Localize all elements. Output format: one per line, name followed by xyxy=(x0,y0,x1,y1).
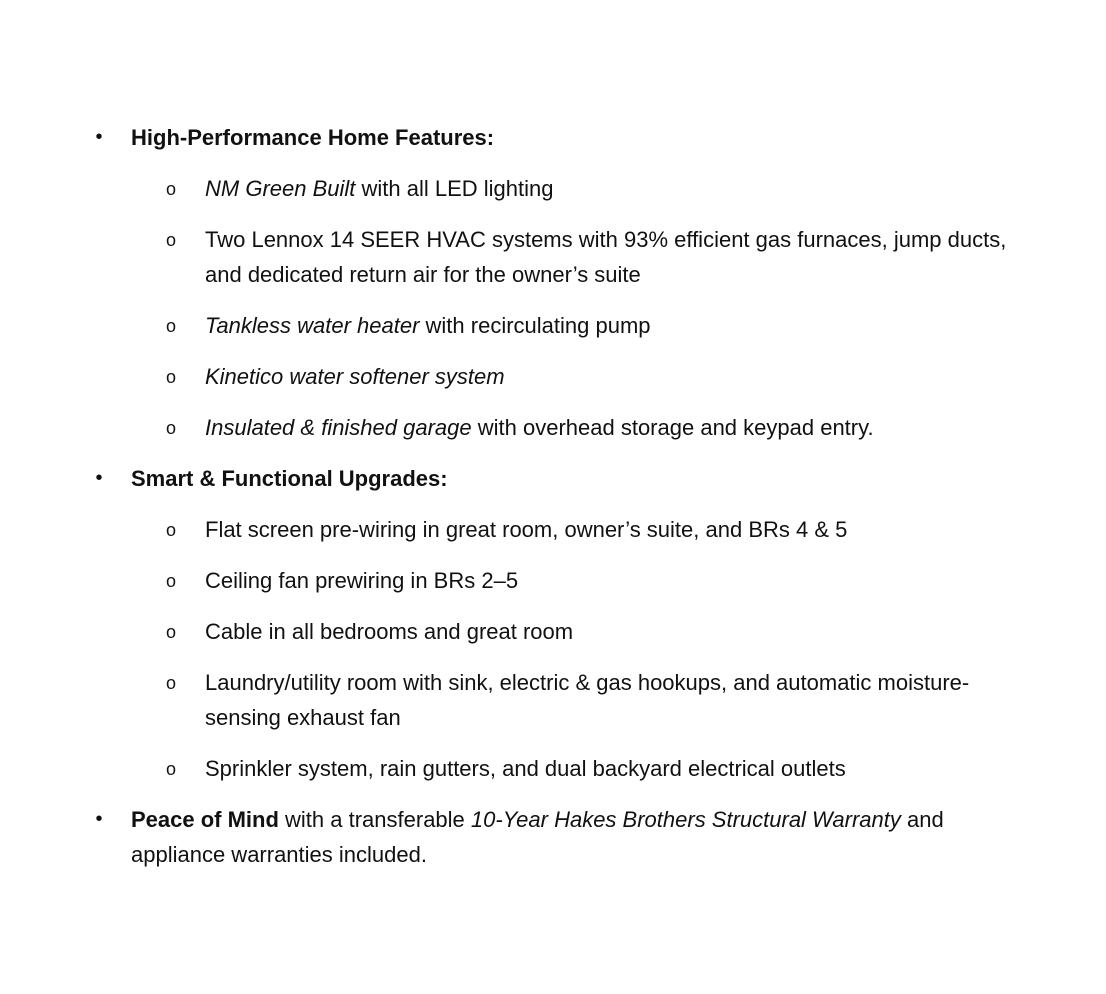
sub-bullet-icon: o xyxy=(166,759,177,779)
list-item-peace-of-mind xyxy=(0,802,1106,872)
sub-bullet-icon: o xyxy=(166,418,177,438)
sub-bullet-icon: o xyxy=(166,230,177,250)
list-item xyxy=(131,410,1016,445)
list-item xyxy=(131,563,1016,598)
list-item xyxy=(131,308,1016,343)
sub-bullet-icon: o xyxy=(166,520,177,540)
feature-list xyxy=(0,120,1106,888)
sub-list xyxy=(131,512,1016,786)
italic-text: NM Green Built xyxy=(205,176,356,201)
item-text: Flat screen pre-wiring in great room, owner’s suite, and BRs 4 & 5 xyxy=(205,517,848,542)
list-item-smart-functional xyxy=(0,461,1106,786)
item-text: with a transferable xyxy=(278,807,471,832)
sub-list xyxy=(131,171,1016,445)
bullet-icon: • xyxy=(95,126,103,148)
sub-bullet-icon: o xyxy=(166,622,177,642)
section-heading: High-Performance Home Features: xyxy=(131,125,495,150)
bold-lead-text: Peace of Mind xyxy=(131,807,279,832)
list-item xyxy=(131,359,1016,394)
item-text: and appliance warranties included. xyxy=(131,807,944,867)
item-text: Sprinkler system, rain gutters, and dual backyard electrical outlets xyxy=(205,756,846,781)
sub-bullet-icon: o xyxy=(166,179,177,199)
item-text: Cable in all bedrooms and great room xyxy=(205,619,574,644)
list-item xyxy=(131,512,1016,547)
list-item xyxy=(131,171,1016,206)
list-item xyxy=(131,614,1016,649)
item-text: Two Lennox 14 SEER HVAC systems with 93% efficient gas furnaces, jump ducts, and dedicated return air for the owner’s suite xyxy=(205,227,1007,287)
bullet-icon: • xyxy=(95,808,103,830)
item-text: with recirculating pump xyxy=(419,313,651,338)
list-item-high-performance xyxy=(0,120,1106,445)
sub-bullet-icon: o xyxy=(166,367,177,387)
section-heading: Smart & Functional Upgrades: xyxy=(131,466,448,491)
item-text: with all LED lighting xyxy=(355,176,554,201)
item-text: Ceiling fan prewiring in BRs 2–5 xyxy=(205,568,519,593)
italic-text: 10-Year Hakes Brothers Structural Warranty xyxy=(470,807,901,832)
item-text: Laundry/utility room with sink, electric & gas hookups, and automatic moisture-sensing exhaust fan xyxy=(205,670,970,730)
sub-bullet-icon: o xyxy=(166,316,177,336)
italic-text: Insulated & finished garage xyxy=(205,415,472,440)
italic-text: Kinetico water softener system xyxy=(205,364,505,389)
list-item xyxy=(131,751,1016,786)
list-item xyxy=(131,222,1016,292)
bullet-icon: • xyxy=(95,467,103,489)
item-text: with overhead storage and keypad entry. xyxy=(471,415,874,440)
italic-text: Tankless water heater xyxy=(205,313,420,338)
list-item xyxy=(131,665,1016,735)
sub-bullet-icon: o xyxy=(166,571,177,591)
sub-bullet-icon: o xyxy=(166,673,177,693)
